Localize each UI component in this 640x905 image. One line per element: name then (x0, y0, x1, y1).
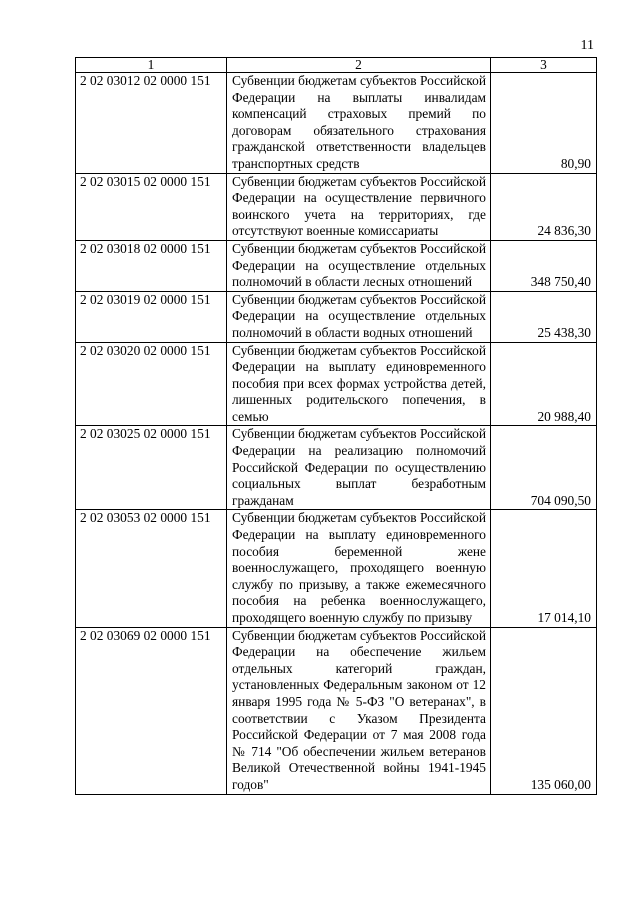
description: Субвенции бюджетам субъектов Российской Федерации на осуществление первичного воинского учета на территориях, где отсутствуют военные комиссариаты (227, 173, 491, 240)
description: Субвенции бюджетам субъектов Российской Федерации на выплаты инвалидам компенсаций страховых премий по договорам обязательного страхования гражданской ответственности владельцев транспортных средств (227, 73, 491, 174)
budget-code: 2 02 03018 02 0000 151 (76, 240, 227, 291)
table-row (76, 173, 597, 240)
amount: 704 090,50 (491, 426, 597, 510)
amount: 348 750,40 (491, 240, 597, 291)
budget-table (75, 57, 597, 795)
amount: 25 438,30 (491, 291, 597, 342)
budget-code: 2 02 03053 02 0000 151 (76, 510, 227, 627)
budget-code: 2 02 03025 02 0000 151 (76, 426, 227, 510)
header-row (76, 58, 597, 73)
table-row (76, 510, 597, 627)
amount: 135 060,00 (491, 627, 597, 794)
description: Субвенции бюджетам субъектов Российской Федерации на осуществление отдельных полномочий в области водных отношений (227, 291, 491, 342)
column-header-1: 1 (76, 58, 227, 73)
budget-code: 2 02 03019 02 0000 151 (76, 291, 227, 342)
description: Субвенции бюджетам субъектов Российской Федерации на выплату единовременного пособия при всех формах устройства детей, лишенных родительского попечения, в семью (227, 342, 491, 426)
table-row (76, 342, 597, 426)
budget-code: 2 02 03020 02 0000 151 (76, 342, 227, 426)
description: Субвенции бюджетам субъектов Российской Федерации на обеспечение жильем отдельных категорий граждан, установленных Федеральным законом от 12 января 1995 года № 5-ФЗ "О ветеранах", в соответствии с Указом Президента Российской Федерации от 7 мая 2008 года № 714 "Об обеспечении жильем ветеранов Великой Отечественной войны 1941-1945 годов" (227, 627, 491, 794)
budget-code: 2 02 03012 02 0000 151 (76, 73, 227, 174)
amount: 80,90 (491, 73, 597, 174)
table-row (76, 240, 597, 291)
amount: 20 988,40 (491, 342, 597, 426)
description: Субвенции бюджетам субъектов Российской Федерации на выплату единовременного пособия беременной жене военнослужащего, проходящего военную службу по призыву, а также ежемесячного пособия на ребенка военнослужащего, проходящего военную службу по призыву (227, 510, 491, 627)
page-number: 11 (580, 38, 594, 53)
table-row (76, 426, 597, 510)
table-row (76, 291, 597, 342)
budget-code: 2 02 03069 02 0000 151 (76, 627, 227, 794)
table-row (76, 627, 597, 794)
amount: 17 014,10 (491, 510, 597, 627)
budget-code: 2 02 03015 02 0000 151 (76, 173, 227, 240)
column-header-2: 2 (227, 58, 491, 73)
description: Субвенции бюджетам субъектов Российской Федерации на осуществление отдельных полномочий в области лесных отношений (227, 240, 491, 291)
amount: 24 836,30 (491, 173, 597, 240)
table-row (76, 73, 597, 174)
description: Субвенции бюджетам субъектов Российской Федерации на реализацию полномочий Российской Федерации по осуществлению социальных выплат безработным гражданам (227, 426, 491, 510)
column-header-3: 3 (491, 58, 597, 73)
